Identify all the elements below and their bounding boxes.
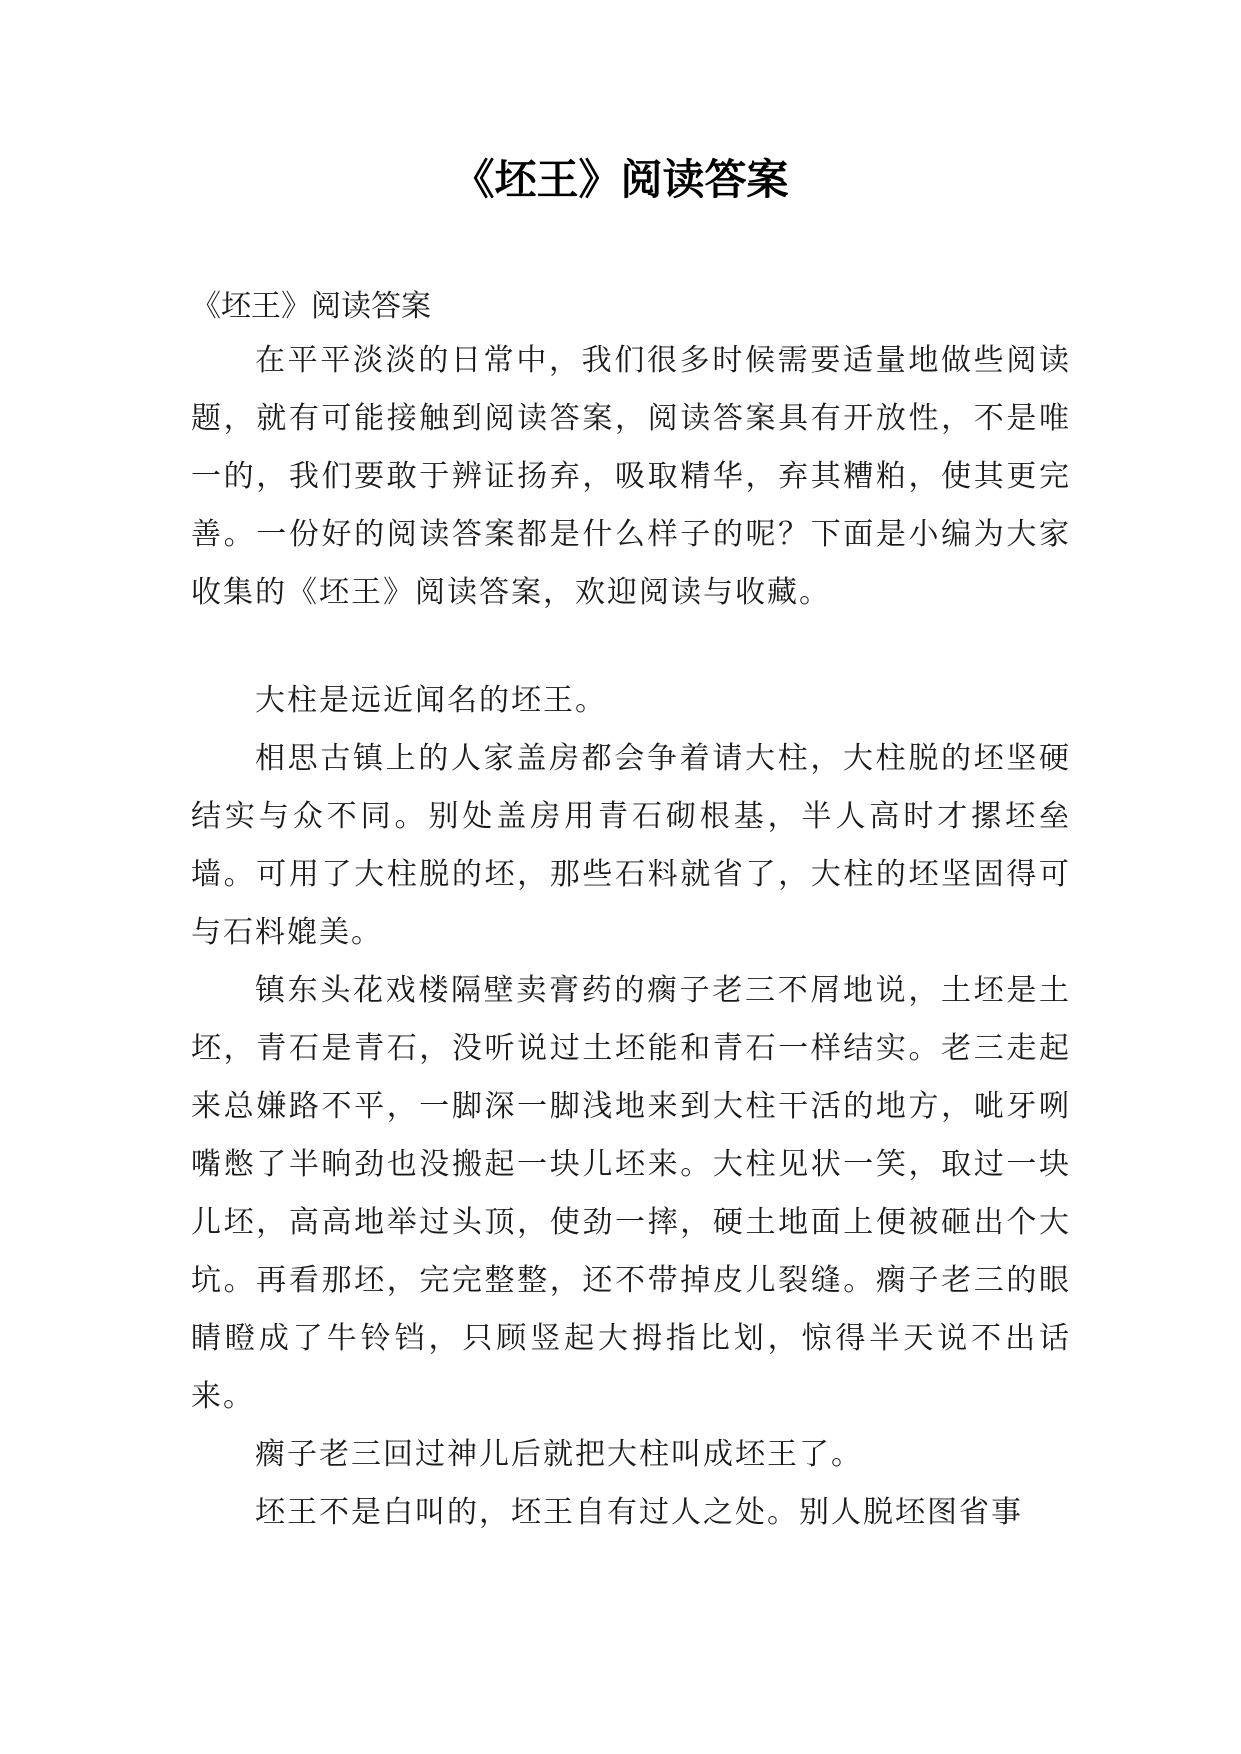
story-paragraph: 镇东头花戏楼隔壁卖膏药的瘸子老三不屑地说，土坯是土坯，青石是青石，没听说过土坯能和青石一样结实。老三走起来总嫌路不平，一脚深一脚浅地来到大柱干活的地方，呲牙咧嘴憋了半晌劲也没搬起一块儿坯来。大柱见状一笑，取过一块儿坯，高高地举过头顶，使劲一摔，硬土地面上便被砸出个大坑。再看那坯，完完整整，还不带掉皮儿裂缝。瘸子老三的眼睛瞪成了牛铃铛，只顾竖起大拇指比划，惊得半天说不出话来。 xyxy=(191,973,1071,1414)
story-paragraph: 瘸子老三回过神儿后就把大柱叫成坯王了。 xyxy=(255,1437,863,1472)
story-paragraph: 相思古镇上的人家盖房都会争着请大柱，大柱脱的坯坚硬结实与众不同。别处盖房用青石砌根基，半人高时才摞坯垒墙。可用了大柱脱的坯，那些石料就省了，大柱的坯坚固得可与石料媲美。 xyxy=(191,741,1071,950)
document-body xyxy=(191,282,1071,1542)
intro-paragraph: 在平平淡淡的日常中，我们很多时候需要适量地做些阅读题，就有可能接触到阅读答案，阅读答案具有开放性，不是唯一的，我们要敢于辨证扬弃，吸取精华，弃其糟粕，使其更完善。一份好的阅读答案都是什么样子的呢？下面是小编为大家收集的《坯王》阅读答案，欢迎阅读与收藏。 xyxy=(191,343,1071,610)
story-paragraph: 坯王不是白叫的，坯王自有过人之处。别人脱坯图省事 xyxy=(255,1495,1023,1530)
document-title: 《坯王》阅读答案 xyxy=(452,155,789,204)
story-paragraph: 大柱是远近闻名的坯王。 xyxy=(255,683,607,718)
paragraph-spacer xyxy=(191,622,1071,672)
document-subtitle: 《坯王》阅读答案 xyxy=(191,289,431,324)
